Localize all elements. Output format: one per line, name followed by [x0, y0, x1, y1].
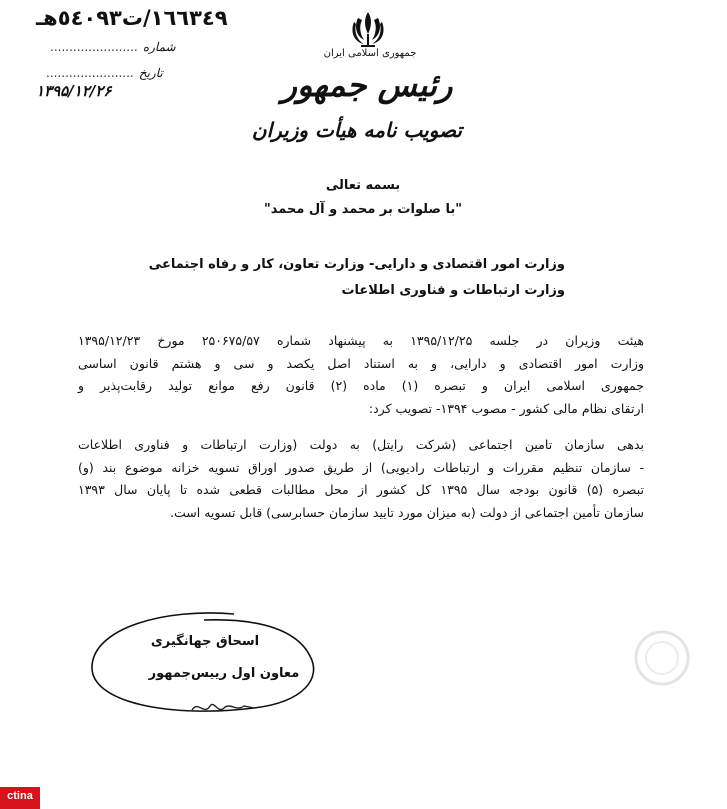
addressee-line: وزارت امور اقتصادی و دارایی- وزارت تعاون، کار و رفاه اجتماعی: [148, 257, 565, 272]
salawat: "با صلوات بر محمد و آل محمد": [263, 202, 463, 217]
signatory-title: معاون اول رییس‌جمهور: [148, 666, 300, 681]
number-row: [50, 36, 176, 55]
paragraph-line: هیئت وزیران در جلسه ۱۳۹۵/۱۲/۲۵ به پیشنهاد شماره ۲۵۰۶۷۵/۵۷ مورخ ۱۳۹۵/۱۲/۲۳: [78, 333, 644, 348]
paragraph-line: ارتقای نظام مالی کشور - مصوب ۱۳۹۴- تصویب کرد:: [368, 400, 644, 416]
date-label: تاریخ: [138, 66, 163, 80]
date-value: ۱۳۹۵/۱۲/۲۶: [36, 82, 112, 100]
addressee-line: وزارت ارتباطات و فناوری اطلاعات: [341, 283, 565, 298]
paragraph-line: تبصره (۵) قانون بودجه سال ۱۳۹۵ کل کشور از محل مطالبات قطعی شده تا پایان سال ۱۳۹۳: [78, 482, 645, 497]
handwritten-initials-icon: [188, 696, 258, 718]
date-row: [46, 62, 163, 81]
bismillah: بسمه تعالی: [325, 178, 401, 193]
paragraph-line: - سازمان تنظیم مقررات و ارتباطات رادیویی) از طریق صدور اوراق تسویه خزانه موضوع بند (و): [78, 459, 644, 475]
letter-number: ١٦٦٣٤٩/ت٥٤٠٩٣هـ: [36, 6, 228, 30]
signatory-name: اسحاق جهانگیری: [150, 634, 260, 649]
decree-paragraph: [78, 330, 644, 420]
republic-name: جمهوری اسلامی ایران: [323, 48, 417, 59]
office-title: رئیس جمهور: [281, 66, 453, 104]
iran-emblem-icon: [346, 6, 390, 50]
paragraph-line: جمهوری اسلامی ایران و تبصره (۱) ماده (۲) قانون رفع موانع تولید رقابت‌پذیر و: [78, 378, 644, 393]
date-dotted-line: .......................: [46, 66, 134, 80]
decree-paragraph: [78, 434, 644, 524]
number-dotted-line: .......................: [50, 40, 138, 54]
paragraph-line: وزارت امور اقتصادی و دارایی، و به استناد اصل یکصد و سی و هشتم قانون اساسی: [78, 355, 644, 371]
number-label: شماره: [142, 40, 176, 54]
paragraph-line: سازمان تأمین اجتماعی از دولت (به میزان مورد تایید سازمان حسابرسی) قابل تسویه است.: [170, 504, 644, 520]
paragraph-line: بدهی سازمان تامین اجتماعی (شرکت رایتل) به دولت (وزارت ارتباطات و فناوری اطلاعات: [78, 437, 644, 452]
faint-stamp-icon: [632, 628, 692, 688]
decree-title: تصویب نامه هیأت وزیران: [251, 118, 462, 142]
source-logo-text: ctina: [7, 790, 33, 802]
